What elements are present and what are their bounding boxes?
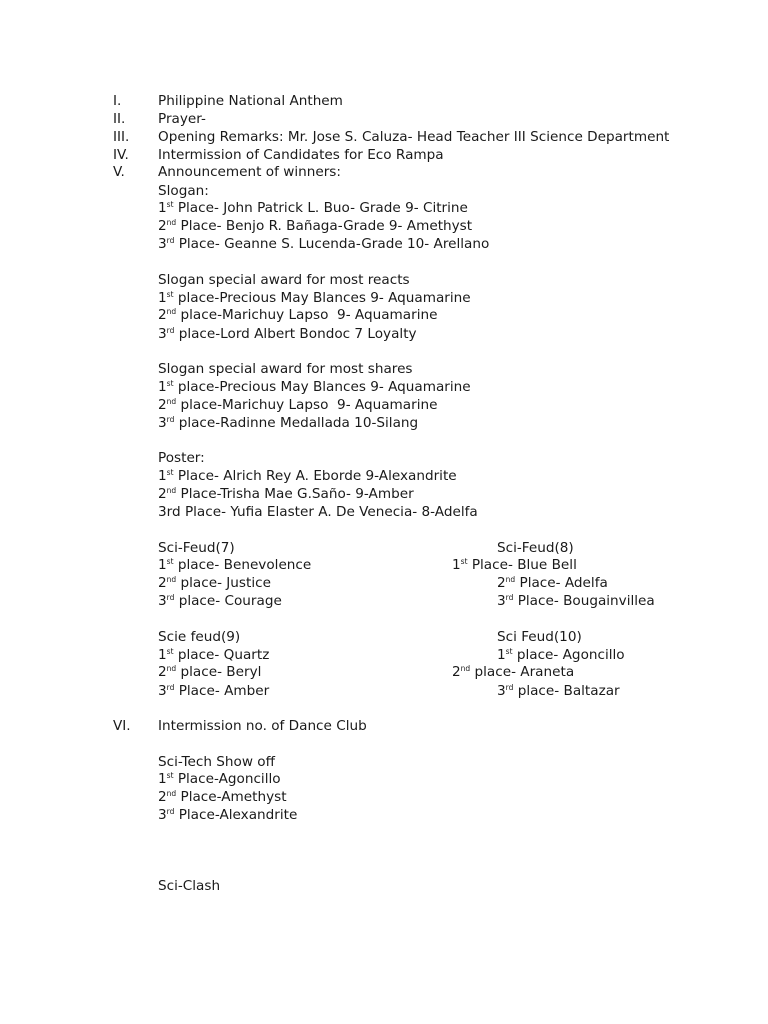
program-item: Prayer- xyxy=(158,111,206,127)
program-item: Intermission of Candidates for Eco Rampa xyxy=(158,147,444,163)
section-heading: Slogan special award for most shares xyxy=(158,361,413,377)
item-number: IV. xyxy=(113,147,129,163)
section-heading: Slogan special award for most reacts xyxy=(158,272,410,288)
winner-line: 1st place- Quartz xyxy=(158,647,270,663)
program-item: Announcement of winners: xyxy=(158,164,341,180)
winner-line: 2nd Place- Adelfa xyxy=(497,575,608,591)
winner-line: 3rd Place-Alexandrite xyxy=(158,807,298,823)
winner-line: 1st Place- John Patrick L. Buo- Grade 9- Citrine xyxy=(158,200,468,216)
section-heading: Poster: xyxy=(158,450,205,466)
winner-line: 2nd Place- Benjo R. Bañaga-Grade 9- Amethyst xyxy=(158,218,473,234)
winner-line: 3rd Place- Yufia Elaster A. De Venecia- 8-Adelfa xyxy=(158,504,478,520)
winner-line: 3rd place- Baltazar xyxy=(497,683,620,699)
winner-line: 1st place-Precious May Blances 9- Aquamarine xyxy=(158,379,471,395)
item-number: II. xyxy=(113,111,126,127)
winner-line: 2nd place-Marichuy Lapso 9- Aquamarine xyxy=(158,397,438,413)
section-heading: Slogan: xyxy=(158,183,209,199)
winner-line: 1st place- Benevolence xyxy=(158,557,312,573)
program-item: Opening Remarks: Mr. Jose S. Caluza- Head Teacher III Science Department xyxy=(158,129,670,145)
winner-line: 1st place-Precious May Blances 9- Aquamarine xyxy=(158,290,471,306)
section-heading: Scie feud(9) xyxy=(158,629,241,645)
program-item: Philippine National Anthem xyxy=(158,93,343,109)
winner-line: 2nd place- Araneta xyxy=(452,664,575,680)
program-item: Intermission no. of Dance Club xyxy=(158,718,367,734)
winner-line: 3rd place-Lord Albert Bondoc 7 Loyalty xyxy=(158,326,417,342)
winner-line: 3rd Place- Amber xyxy=(158,683,270,699)
winner-line: 3rd Place- Bougainvillea xyxy=(497,593,655,609)
winner-line: 2nd Place-Amethyst xyxy=(158,789,287,805)
section-heading: Sci-Tech Show off xyxy=(158,754,275,770)
item-number: I. xyxy=(113,93,122,109)
winner-line: 2nd place- Justice xyxy=(158,575,271,591)
item-number: III. xyxy=(113,129,130,145)
item-number: VI. xyxy=(113,718,131,734)
winner-line: 3rd place-Radinne Medallada 10-Silang xyxy=(158,415,419,431)
winner-line: 2nd place- Beryl xyxy=(158,664,262,680)
section-heading: Sci-Feud(8) xyxy=(497,540,574,556)
winner-line: 2nd Place-Trisha Mae G.Saño- 9-Amber xyxy=(158,486,414,502)
item-number: V. xyxy=(113,164,125,180)
section-heading: Sci-Clash xyxy=(158,878,221,894)
winner-line: 3rd place- Courage xyxy=(158,593,282,609)
winner-line: 2nd place-Marichuy Lapso 9- Aquamarine xyxy=(158,307,438,323)
winner-line: 1st Place- Alrich Rey A. Eborde 9-Alexandrite xyxy=(158,468,457,484)
winner-line: 1st place- Agoncillo xyxy=(497,647,625,663)
winner-line: 1st Place- Blue Bell xyxy=(452,557,577,573)
winner-line: 1st Place-Agoncillo xyxy=(158,771,281,787)
winner-line: 3rd Place- Geanne S. Lucenda-Grade 10- Arellano xyxy=(158,236,490,252)
section-heading: Sci Feud(10) xyxy=(497,629,582,645)
section-heading: Sci-Feud(7) xyxy=(158,540,235,556)
